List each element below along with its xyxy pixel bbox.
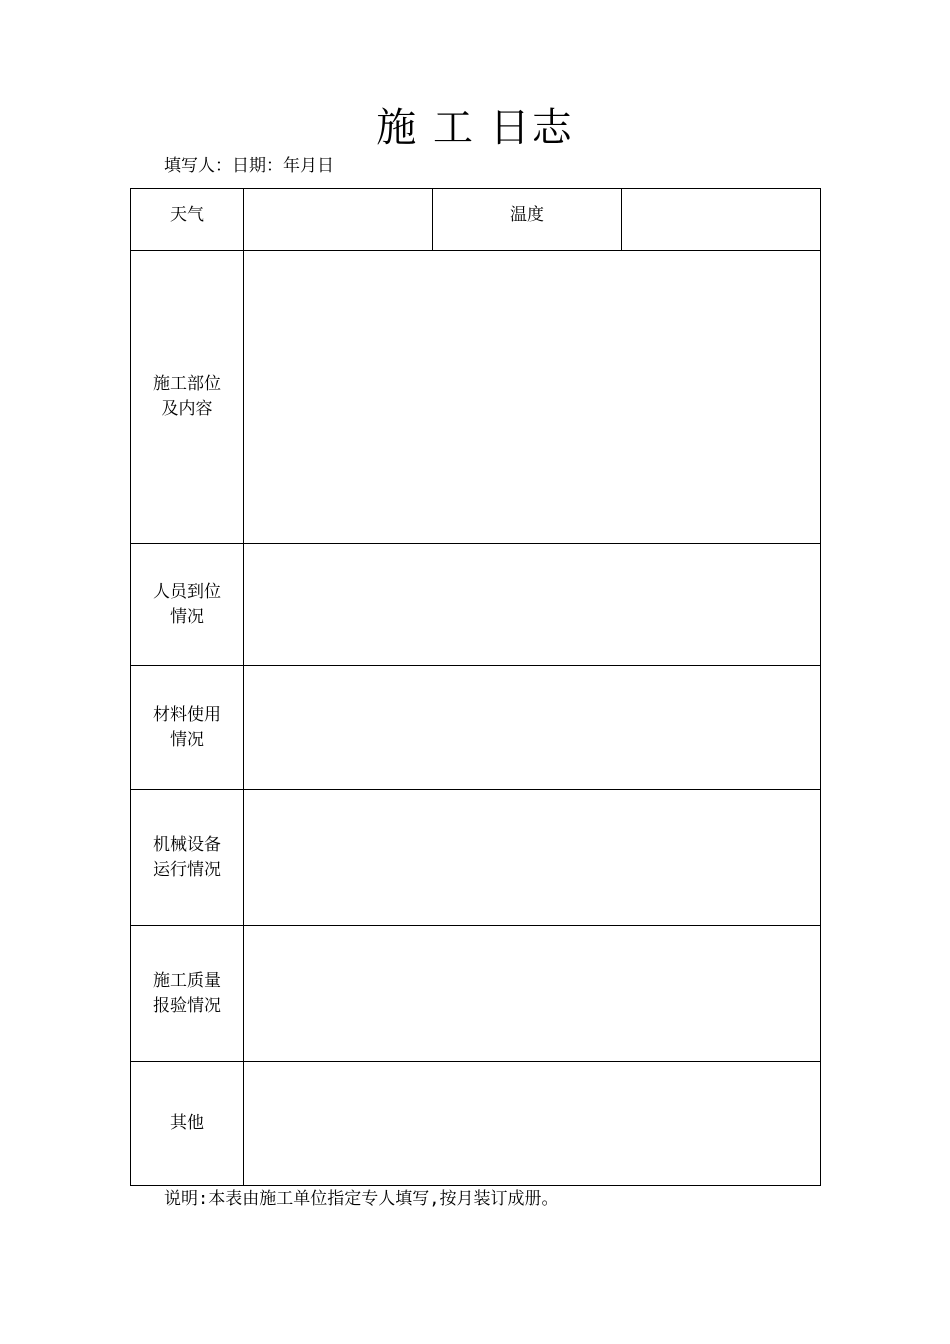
table-row [131, 251, 821, 544]
weather-row [131, 189, 821, 251]
footnote: 说明:本表由施工单位指定专人填写,按月装订成册。 [164, 1189, 559, 1209]
equipment-value-cell[interactable] [244, 790, 821, 926]
row-label-cell [131, 544, 244, 666]
row-label-cell [131, 666, 244, 790]
construction-section-value-cell[interactable] [244, 251, 821, 544]
other-label: 其他 [170, 1113, 204, 1133]
personnel-label: 人员到位情况 [153, 581, 221, 627]
construction-log-table [130, 188, 821, 1186]
temperature-label: 温度 [510, 205, 544, 225]
weather-label-cell [131, 189, 244, 251]
filler-date-line: 填写人：日期：年月日 [164, 156, 334, 176]
materials-label: 材料使用情况 [153, 704, 221, 750]
row-label-cell [131, 251, 244, 544]
table-row [131, 926, 821, 1062]
temperature-value-cell[interactable] [622, 189, 821, 251]
equipment-label: 机械设备运行情况 [153, 834, 221, 880]
row-label-cell [131, 1062, 244, 1186]
table-row [131, 790, 821, 926]
quality-inspection-value-cell[interactable] [244, 926, 821, 1062]
page-title: 施 工 日志 [376, 105, 574, 151]
row-label-cell [131, 790, 244, 926]
table-row [131, 544, 821, 666]
table-row [131, 1062, 821, 1186]
construction-section-label: 施工部位及内容 [153, 374, 221, 419]
table-row [131, 666, 821, 790]
weather-value-cell[interactable] [244, 189, 433, 251]
quality-inspection-label: 施工质量报验情况 [153, 970, 221, 1016]
personnel-value-cell[interactable] [244, 544, 821, 666]
materials-value-cell[interactable] [244, 666, 821, 790]
weather-label: 天气 [170, 205, 204, 225]
other-value-cell[interactable] [244, 1062, 821, 1186]
row-label-cell [131, 926, 244, 1062]
temperature-label-cell [433, 189, 622, 251]
